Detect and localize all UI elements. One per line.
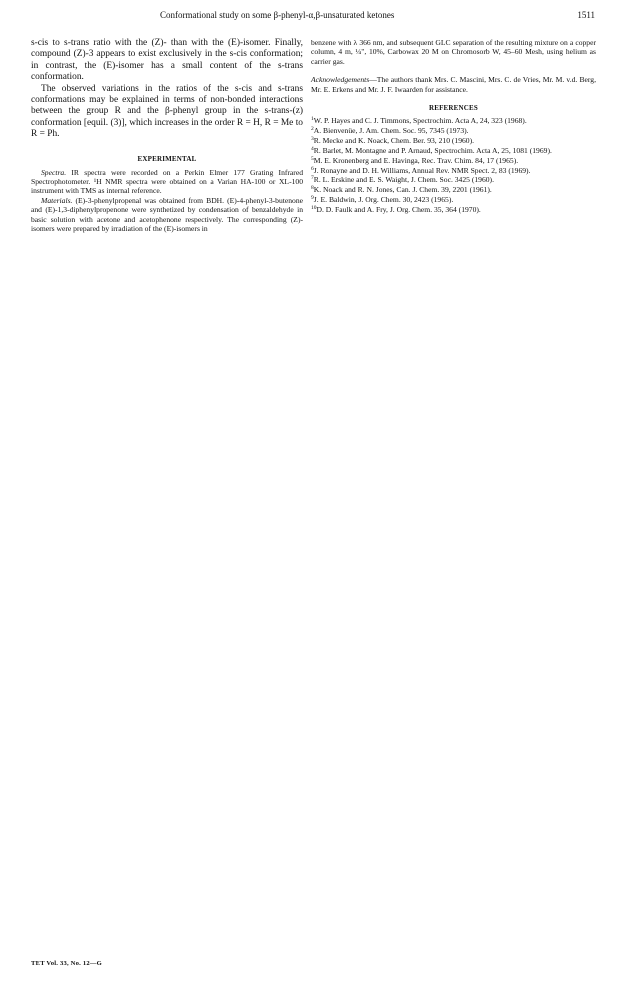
acknowledgements-label: Acknowledgements xyxy=(311,75,370,85)
reference-text: A. Bienvenüe, J. Am. Chem. Soc. 95, 7345 (1973). xyxy=(313,125,469,135)
reference-item xyxy=(311,195,596,204)
reference-number: 6 xyxy=(311,165,314,172)
page-header xyxy=(0,10,625,24)
reference-number: 1 xyxy=(311,116,314,123)
reference-number: 8 xyxy=(311,185,314,192)
reference-number: 4 xyxy=(311,145,314,152)
left-column xyxy=(31,38,303,234)
acknowledgements-text: —The authors thank Mrs. C. Mascini, Mrs. C. de Vries, Mr. M. v.d. Berg, Mr. E. Erkens and Mr. J. F. Iwaarden for assistance. xyxy=(311,75,596,94)
body-paragraph: s-cis to s-trans ratio with the (Z)- than with the (E)-isomer. Finally, compound (Z)-3 appears to exist exclusively in the s-cis conformation; in contrast, the (E)-isomer has a small content of the s-trans conformation. xyxy=(31,38,303,83)
page-number: 1511 xyxy=(577,10,595,20)
reference-item xyxy=(311,126,596,135)
materials-text: (E)-3-phenylpropenal was obtained from BDH. (E)-4-phenyl-3-butenone and (E)-1,3-diphenylpropenone were synthetized by condensation of benzaldehyde in basic solution with acetone and acetophenone respectively. The corresponding (Z)-isomers were prepared by irradiation of the (E)-isomers in xyxy=(31,195,303,234)
reference-text: R. Barlet, M. Montagne and P. Arnaud, Spectrochim. Acta A, 25, 1081 (1969). xyxy=(313,145,552,155)
reference-text: J. Ronayne and D. H. Williams, Annual Rev. NMR Spect. 2, 83 (1969). xyxy=(313,165,531,175)
body-paragraph: The observed variations in the ratios of the s-cis and s-trans conformations may be explained in terms of non-bonded interactions between the group R and the β-phenyl group in the s-trans-(z) conformation [equil. (3)], which increases in the order R = H, R = Me to R = Ph. xyxy=(31,83,303,140)
reference-number: 10 xyxy=(311,205,317,212)
reference-text: J. E. Baldwin, J. Org. Chem. 30, 2423 (1965). xyxy=(313,195,454,205)
reference-number: 3 xyxy=(311,135,314,142)
reference-number: 5 xyxy=(311,155,314,162)
spectra-text: IR spectra were recorded on a Perkin Elmer 177 Grating Infrared Spectrophotometer. ¹H NMR spectra were obtained on a Varian HA-100 or XL-100 instrument with TMS as internal reference. xyxy=(31,167,303,196)
reference-item xyxy=(311,185,596,194)
continuation-paragraph: benzene with λ 366 nm, and subsequent GLC separation of the resulting mixture on a copper column, 4 m, ¼", 10%, Carbowax 20 M on Chromosorb W, 45–60 Mesh, using helium as carrier gas. xyxy=(311,38,596,66)
references-heading: REFERENCES xyxy=(428,104,479,113)
reference-item xyxy=(311,205,596,214)
reference-item xyxy=(311,166,596,175)
reference-text: R. Mecke and K. Noack, Chem. Ber. 93, 210 (1960). xyxy=(313,135,475,145)
reference-text: D. D. Faulk and A. Fry, J. Org. Chem. 35, 364 (1970). xyxy=(316,205,481,215)
references-list xyxy=(311,116,596,215)
experimental-heading: EXPERIMENTAL xyxy=(137,154,197,163)
reference-text: K. Noack and R. N. Jones, Can. J. Chem. 39, 2201 (1961). xyxy=(313,185,492,195)
reference-text: W. P. Hayes and C. J. Timmons, Spectrochim. Acta A, 24, 323 (1968). xyxy=(313,116,527,126)
running-title: Conformational study on some β-phenyl-α,β-unsaturated ketones xyxy=(160,10,395,20)
reference-number: 7 xyxy=(311,175,314,182)
reference-item xyxy=(311,146,596,155)
reference-item xyxy=(311,156,596,165)
reference-text: M. E. Kronenberg and E. Havinga, Rec. Trav. Chim. 84, 17 (1965). xyxy=(313,155,519,165)
acknowledgements-paragraph xyxy=(311,75,596,94)
reference-item xyxy=(311,116,596,125)
materials-label: Materials. xyxy=(41,195,73,205)
reference-item xyxy=(311,136,596,145)
reference-number: 2 xyxy=(311,125,314,132)
page-footer: TET Vol. 33, No. 12—G xyxy=(31,960,102,967)
spectra-label: Spectra. xyxy=(41,167,67,177)
right-column xyxy=(311,38,596,215)
materials-paragraph xyxy=(31,196,303,234)
reference-item xyxy=(311,175,596,184)
reference-text: R. L. Erskine and E. S. Waight, J. Chem. Soc. 3425 (1960). xyxy=(313,175,494,185)
reference-number: 9 xyxy=(311,195,314,202)
spectra-paragraph xyxy=(31,168,303,196)
